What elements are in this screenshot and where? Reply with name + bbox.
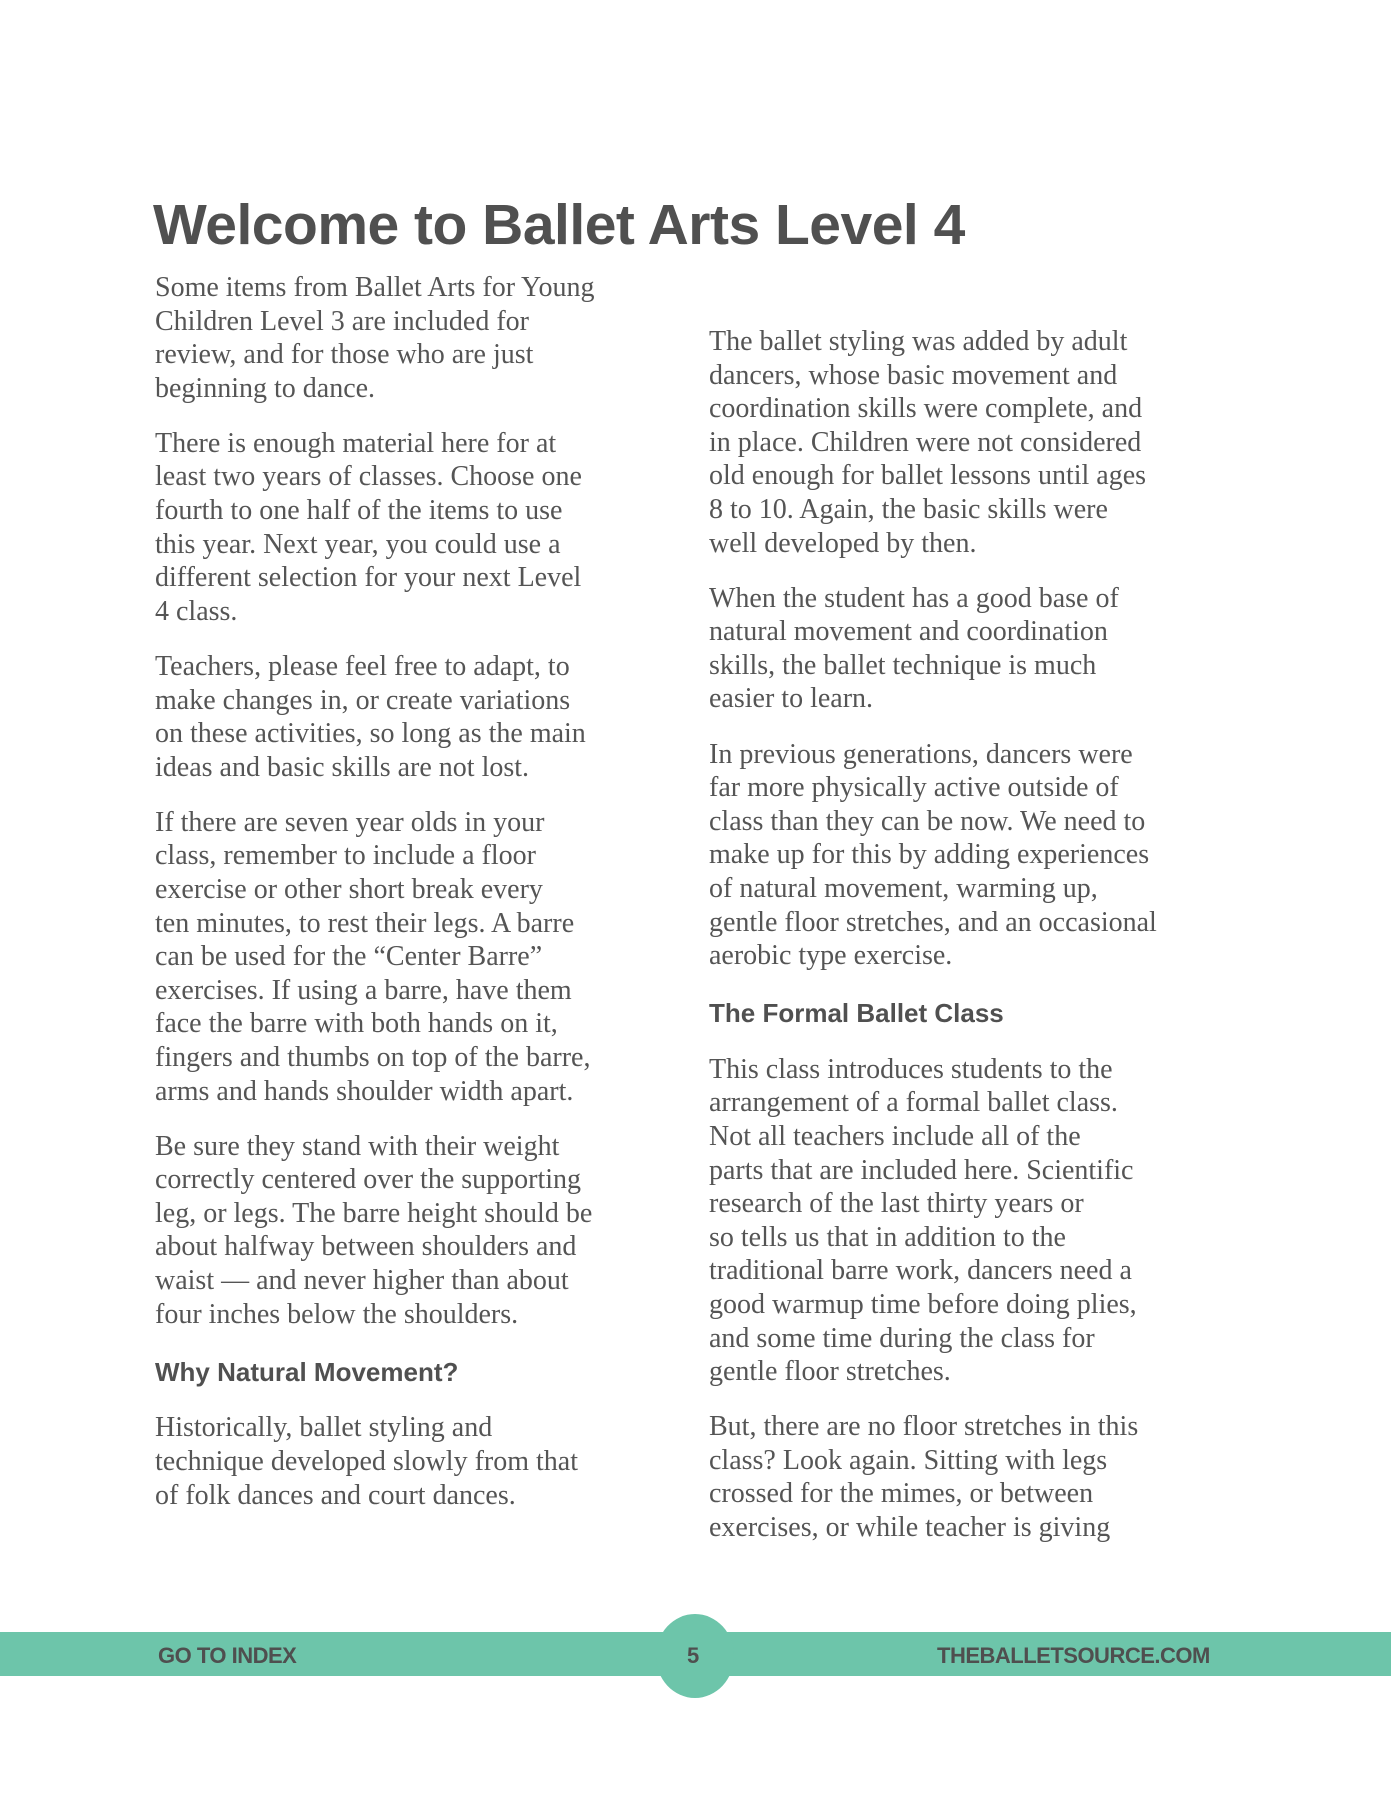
text-line: can be used for the “Center Barre” bbox=[155, 941, 543, 973]
text-line: Historically, ballet styling and bbox=[155, 1412, 493, 1444]
paragraph bbox=[709, 325, 1249, 560]
text-line: so tells us that in addition to the bbox=[709, 1221, 1066, 1253]
text-line: waist — and never higher than about bbox=[155, 1265, 569, 1297]
text-line: gentle floor stretches. bbox=[709, 1356, 951, 1388]
text-line: crossed for the mimes, or between bbox=[709, 1478, 1094, 1510]
text-line: easier to learn. bbox=[709, 683, 874, 715]
paragraph bbox=[155, 1411, 695, 1512]
text-line: traditional barre work, dancers need a bbox=[709, 1255, 1132, 1287]
text-line: dancers, whose basic movement and bbox=[709, 359, 1118, 391]
paragraph bbox=[709, 1410, 1249, 1544]
text-line: technique developed slowly from that bbox=[155, 1445, 578, 1477]
text-line: arms and hands shoulder width apart. bbox=[155, 1075, 574, 1107]
text-line: beginning to dance. bbox=[155, 372, 376, 404]
paragraph bbox=[155, 1130, 695, 1332]
text-line: Some items from Ballet Arts for Young bbox=[155, 272, 595, 303]
text-line: well developed by then. bbox=[709, 527, 977, 559]
text-line: ten minutes, to rest their legs. A barre bbox=[155, 907, 575, 939]
text-line: There is enough material here for at bbox=[155, 427, 557, 459]
text-line: on these activities, so long as the main bbox=[155, 718, 586, 750]
text-line: research of the last thirty years or bbox=[709, 1188, 1084, 1220]
text-line: arrangement of a formal ballet class. bbox=[709, 1087, 1118, 1119]
text-line: review, and for those who are just bbox=[155, 339, 534, 371]
text-line: in place. Children were not considered bbox=[709, 426, 1142, 458]
text-line: exercises, or while teacher is giving bbox=[709, 1512, 1111, 1543]
text-line: This class introduces students to the bbox=[709, 1053, 1113, 1085]
text-line: When the student has a good base of bbox=[709, 582, 1119, 614]
go-to-index-link[interactable]: GO TO INDEX bbox=[158, 1643, 297, 1668]
text-line: make up for this by adding experiences bbox=[709, 839, 1150, 871]
text-line: different selection for your next Level bbox=[155, 562, 582, 594]
paragraph bbox=[155, 271, 695, 405]
text-line: class? Look again. Sitting with legs bbox=[709, 1444, 1108, 1476]
text-line: Children Level 3 are included for bbox=[155, 305, 529, 337]
section-heading: The Formal Ballet Class bbox=[709, 998, 1004, 1029]
text-line: exercises. If using a barre, have them bbox=[155, 974, 572, 1006]
text-line: of natural movement, warming up, bbox=[709, 872, 1098, 904]
paragraph bbox=[709, 1053, 1249, 1389]
text-line: The ballet styling was added by adult bbox=[709, 326, 1128, 357]
text-line: correctly centered over the supporting bbox=[155, 1164, 582, 1196]
text-line: of folk dances and court dances. bbox=[155, 1479, 516, 1511]
text-line: skills, the ballet technique is much bbox=[709, 649, 1097, 681]
text-line: parts that are included here. Scientific bbox=[709, 1154, 1134, 1186]
text-line: natural movement and coordination bbox=[709, 616, 1108, 648]
paragraph bbox=[155, 427, 695, 629]
page-title: Welcome to Ballet Arts Level 4 bbox=[153, 193, 965, 257]
text-line: ideas and basic skills are not lost. bbox=[155, 751, 530, 783]
text-line: coordination skills were complete, and bbox=[709, 393, 1143, 425]
text-line: 4 class. bbox=[155, 595, 238, 627]
paragraph bbox=[155, 650, 695, 784]
text-line: fourth to one half of the items to use bbox=[155, 495, 563, 527]
text-line: old enough for ballet lessons until ages bbox=[709, 460, 1147, 492]
text-line: But, there are no floor stretches in this bbox=[709, 1411, 1139, 1443]
text-line: 8 to 10. Again, the basic skills were bbox=[709, 493, 1108, 525]
right-column bbox=[709, 325, 1249, 1566]
website-link[interactable]: THEBALLETSOURCE.COM bbox=[937, 1643, 1210, 1668]
text-line: If there are seven year olds in your bbox=[155, 806, 545, 838]
left-column bbox=[155, 271, 695, 1534]
text-line: class than they can be now. We need to bbox=[709, 805, 1146, 837]
text-line: Teachers, please feel free to adapt, to bbox=[155, 650, 570, 682]
text-line: exercise or other short break every bbox=[155, 874, 543, 905]
text-line: fingers and thumbs on top of the barre, bbox=[155, 1041, 591, 1073]
text-line: class, remember to include a floor bbox=[155, 840, 536, 872]
paragraph bbox=[155, 806, 695, 1108]
section-heading: Why Natural Movement? bbox=[155, 1356, 459, 1387]
text-line: face the barre with both hands on it, bbox=[155, 1008, 558, 1040]
text-line: Be sure they stand with their weight bbox=[155, 1130, 560, 1162]
text-line: far more physically active outside of bbox=[709, 772, 1119, 804]
text-line: least two years of classes. Choose one bbox=[155, 461, 582, 493]
text-line: about halfway between shoulders and bbox=[155, 1231, 577, 1263]
text-line: gentle floor stretches, and an occasional bbox=[709, 906, 1157, 938]
paragraph bbox=[709, 738, 1249, 973]
text-line: good warmup time before doing plies, bbox=[709, 1288, 1137, 1320]
text-line: In previous generations, dancers were bbox=[709, 738, 1133, 770]
paragraph bbox=[709, 582, 1249, 716]
text-line: this year. Next year, you could use a bbox=[155, 528, 561, 560]
page-number: 5 bbox=[687, 1643, 699, 1668]
text-line: Not all teachers include all of the bbox=[709, 1120, 1081, 1152]
text-line: aerobic type exercise. bbox=[709, 940, 953, 972]
text-line: make changes in, or create variations bbox=[155, 684, 571, 716]
text-line: and some time during the class for bbox=[709, 1322, 1095, 1354]
text-line: leg, or legs. The barre height should be bbox=[155, 1197, 593, 1229]
text-line: four inches below the shoulders. bbox=[155, 1298, 519, 1330]
